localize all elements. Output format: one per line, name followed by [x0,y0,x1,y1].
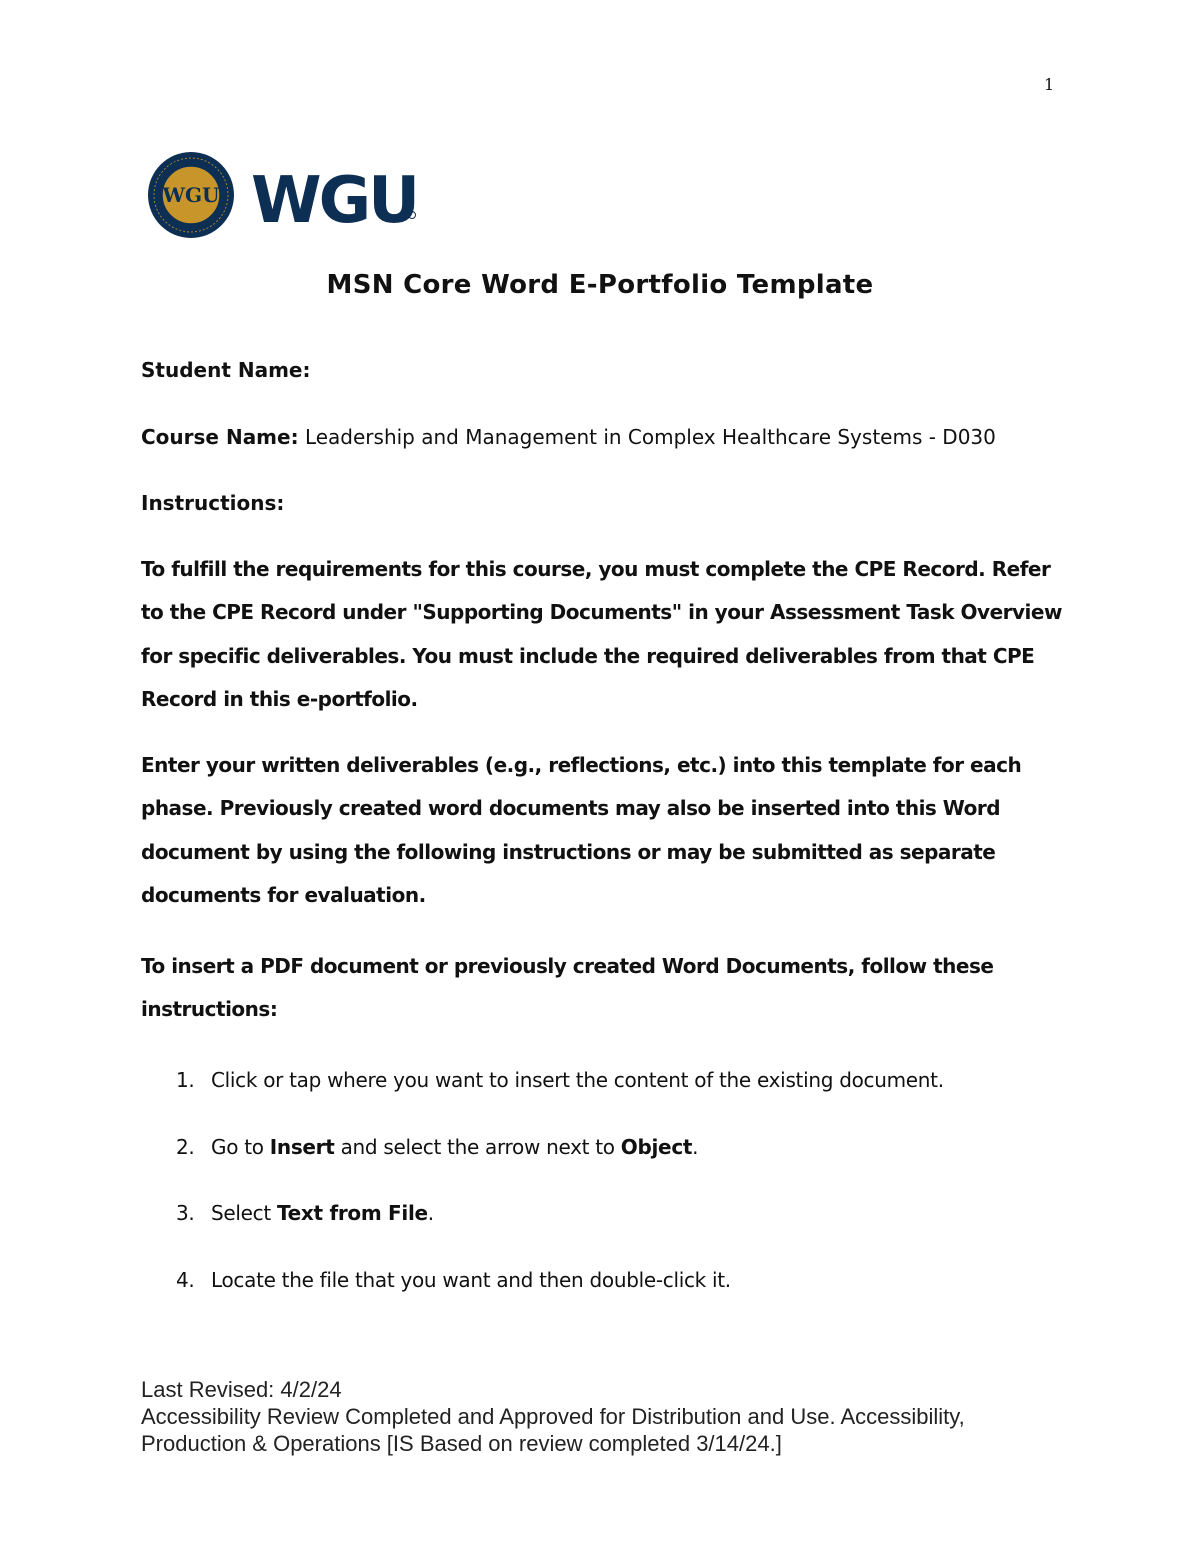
course-name-value: Leadership and Management in Complex Healthcare Systems - D030 [298,425,996,449]
paragraph-line: Record in this e-portfolio. [141,686,418,711]
list-item: 4. Locate the file that you want and then double-click it. [141,1258,944,1325]
paragraph-line: To fulfill the requirements for this course, you must complete the CPE Record. Refer [141,557,1051,581]
step-number: 2. [176,1134,195,1159]
step-number: 4. [176,1267,195,1292]
cpe-record-paragraph [141,548,1061,721]
paragraph-line: for specific deliverables. You must include the required deliverables from that CPE [141,643,1035,668]
course-name-field [141,425,996,449]
paragraph-line: Enter your written deliverables (e.g., reflections, etc.) into this template for each [141,753,1022,777]
paragraph-line: to the CPE Record under "Supporting Documents" in your Assessment Task Overview [141,600,1062,625]
list-item: 2. Go to Insert and select the arrow next to Object. [141,1125,944,1192]
step-number: 1. [176,1068,195,1092]
instructions-heading: Instructions: [141,491,285,515]
list-item: 3. Select Text from File. [141,1191,944,1258]
insert-instructions-paragraph [141,945,1061,1032]
step-number: 3. [176,1201,195,1226]
paragraph-line: phase. Previously created word documents may also be inserted into this Word [141,796,1001,821]
paragraph-line: document by using the following instructions or may be submitted as separate [141,839,996,864]
svg-text:WGU: WGU [162,183,220,207]
student-name-label: Student Name: [141,358,311,382]
course-name-label: Course Name: [141,425,299,449]
deliverables-paragraph [141,744,1061,917]
wgu-logo [146,150,426,240]
accessibility-note: Accessibility Review Completed and Approved for Distribution and Use. Accessibility, [141,1404,965,1429]
accessibility-note-continued: Production & Operations [IS Based on review completed 3/14/24.] [141,1431,782,1456]
svg-text:WGU: WGU [251,164,418,238]
student-name-field [141,358,310,382]
paragraph-line: To insert a PDF document or previously created Word Documents, follow these [141,954,994,978]
page-number: 1 [1044,75,1055,94]
page-footer [141,1376,965,1457]
paragraph-line: instructions: [141,997,278,1022]
last-revised: Last Revised: 4/2/24 [141,1377,342,1402]
paragraph-line: documents for evaluation. [141,882,426,907]
insert-steps-list [141,1058,944,1324]
document-title: MSN Core Word E-Portfolio Template [326,270,874,300]
list-item: 1. Click or tap where you want to insert the content of the existing document. [141,1058,944,1125]
